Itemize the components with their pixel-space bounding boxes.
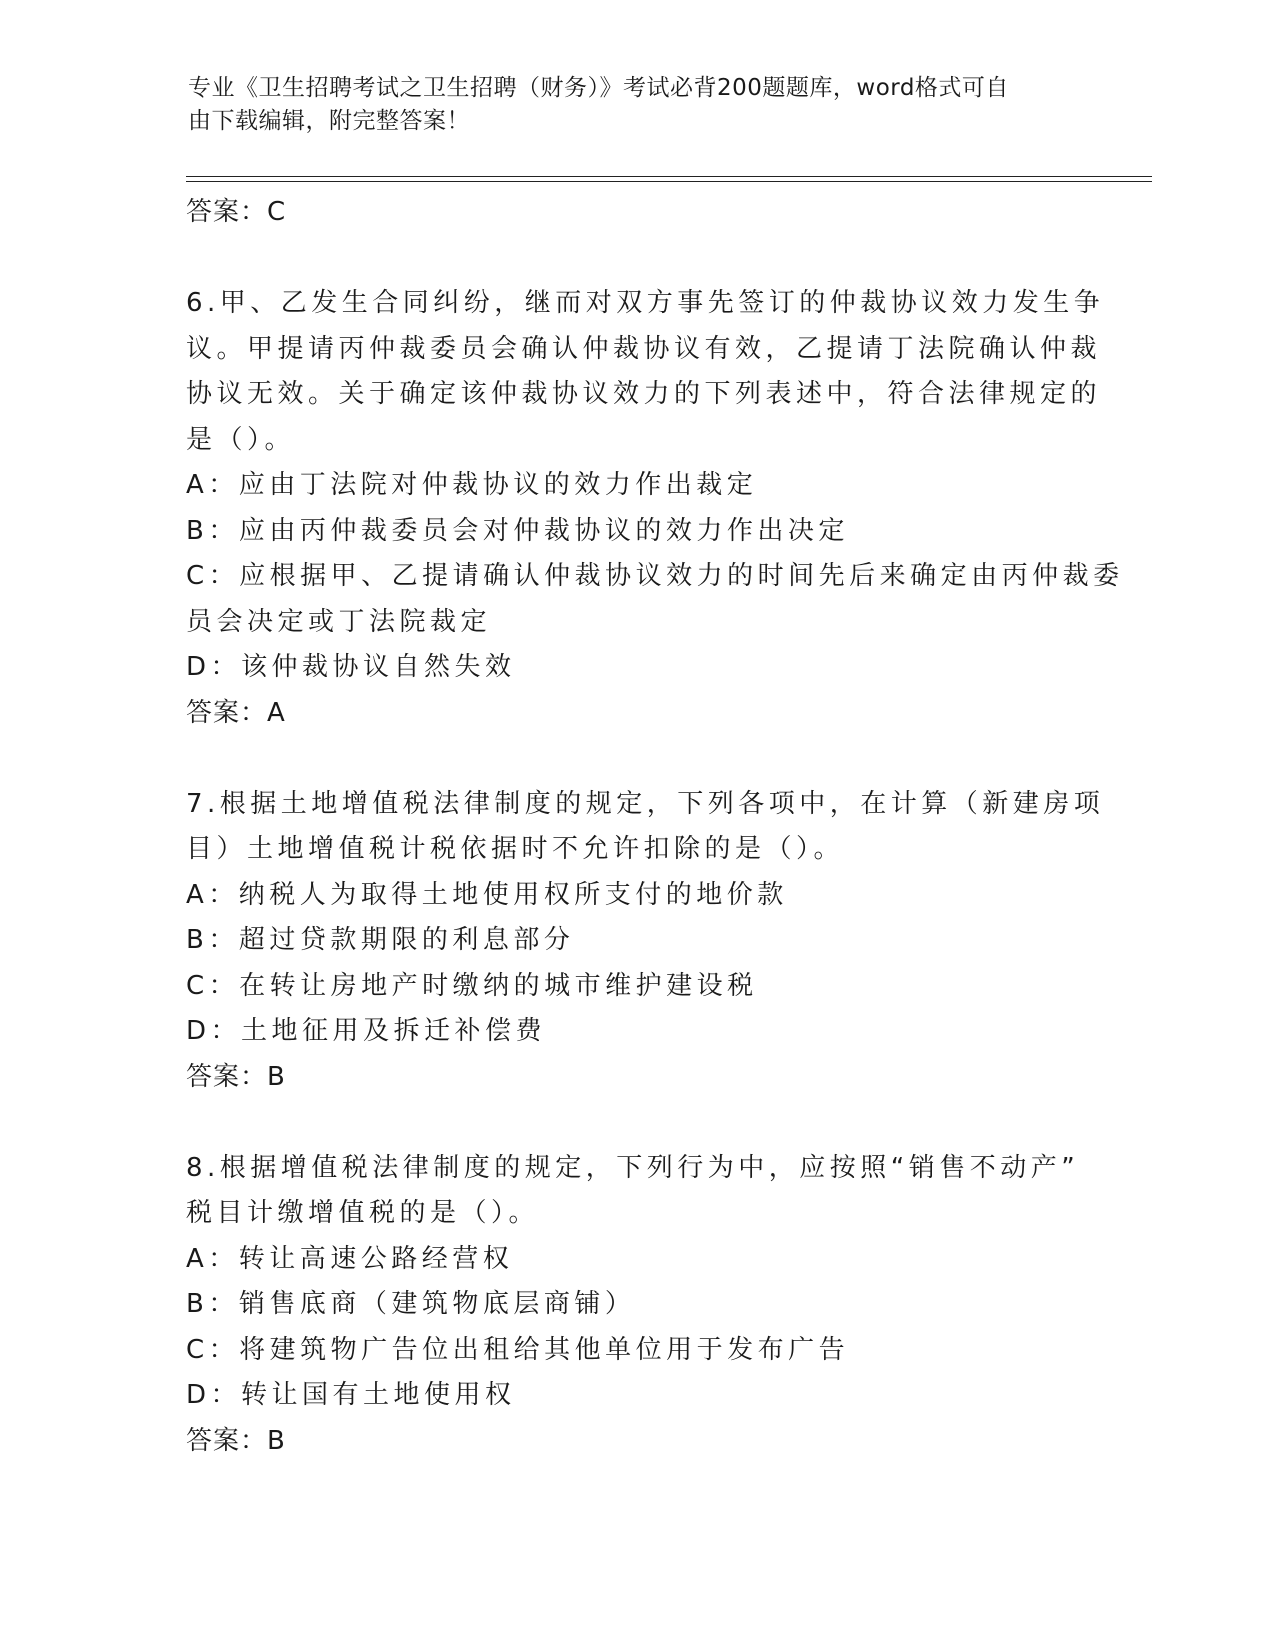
question-answer: 答案：B bbox=[186, 1061, 286, 1092]
question-answer: 答案：B bbox=[186, 1425, 286, 1456]
question-stem-line: 8.根据增值税法律制度的规定，下列行为中，应按照“销售不动产” bbox=[186, 1152, 1080, 1183]
question-stem-line: 7.根据土地增值税法律制度的规定，下列各项中，在计算（新建房项 bbox=[186, 788, 1105, 819]
header-line-1: 专业《卫生招聘考试之卫生招聘（财务）》考试必背200题题库，word格式可自 bbox=[188, 75, 1009, 101]
option-a: A：转让高速公路经营权 bbox=[186, 1243, 514, 1274]
option-c: C：将建筑物广告位出租给其他单位用于发布广告 bbox=[186, 1334, 850, 1365]
header-line-2: 由下载编辑，附完整答案！ bbox=[188, 108, 470, 134]
option-a: A：纳税人为取得土地使用权所支付的地价款 bbox=[186, 879, 788, 910]
question-stem-line: 是（）。 bbox=[186, 424, 296, 455]
option-c: C：在转让房地产时缴纳的城市维护建设税 bbox=[186, 970, 758, 1001]
question-7 bbox=[186, 782, 1105, 1101]
question-answer: 答案：A bbox=[186, 697, 286, 728]
option-d: D：转让国有土地使用权 bbox=[186, 1380, 516, 1410]
previous-answer: 答案：C bbox=[186, 197, 287, 227]
question-list bbox=[186, 190, 1124, 1464]
question-stem-line: 协议无效。关于确定该仲裁协议效力的下列表述中，符合法律规定的 bbox=[186, 379, 1102, 409]
header-rule-bottom bbox=[186, 181, 1152, 182]
option-a: A：应由丁法院对仲裁协议的效力作出裁定 bbox=[186, 470, 758, 500]
option-b: B：销售底商（建筑物底层商铺） bbox=[186, 1289, 636, 1319]
option-b: B：超过贷款期限的利息部分 bbox=[186, 925, 575, 955]
option-b: B：应由丙仲裁委员会对仲裁协议的效力作出决定 bbox=[186, 515, 849, 546]
spacer bbox=[186, 1100, 1086, 1146]
document-header bbox=[188, 72, 1068, 138]
header-rule-top bbox=[186, 176, 1152, 177]
question-6 bbox=[186, 281, 1124, 736]
option-d: D：土地征用及拆迁补偿费 bbox=[186, 1016, 547, 1046]
spacer bbox=[186, 236, 1086, 282]
question-stem-line: 税目计缴增值税的是（）。 bbox=[186, 1198, 540, 1228]
question-stem-line: 目）土地增值税计税依据时不允许扣除的是（）。 bbox=[186, 834, 845, 864]
spacer bbox=[186, 736, 1086, 782]
option-d: D：该仲裁协议自然失效 bbox=[186, 652, 516, 682]
question-stem-line: 议。甲提请丙仲裁委员会确认仲裁协议有效，乙提请丁法院确认仲裁 bbox=[186, 333, 1102, 364]
question-stem-line: 6.甲、乙发生合同纠纷，继而对双方事先签订的仲裁协议效力发生争 bbox=[186, 288, 1105, 318]
option-c: C：应根据甲、乙提请确认仲裁协议效力的时间先后来确定由丙仲裁委 bbox=[186, 561, 1124, 591]
question-8 bbox=[186, 1146, 1086, 1465]
option-c-continued: 员会决定或丁法院裁定 bbox=[186, 606, 492, 637]
